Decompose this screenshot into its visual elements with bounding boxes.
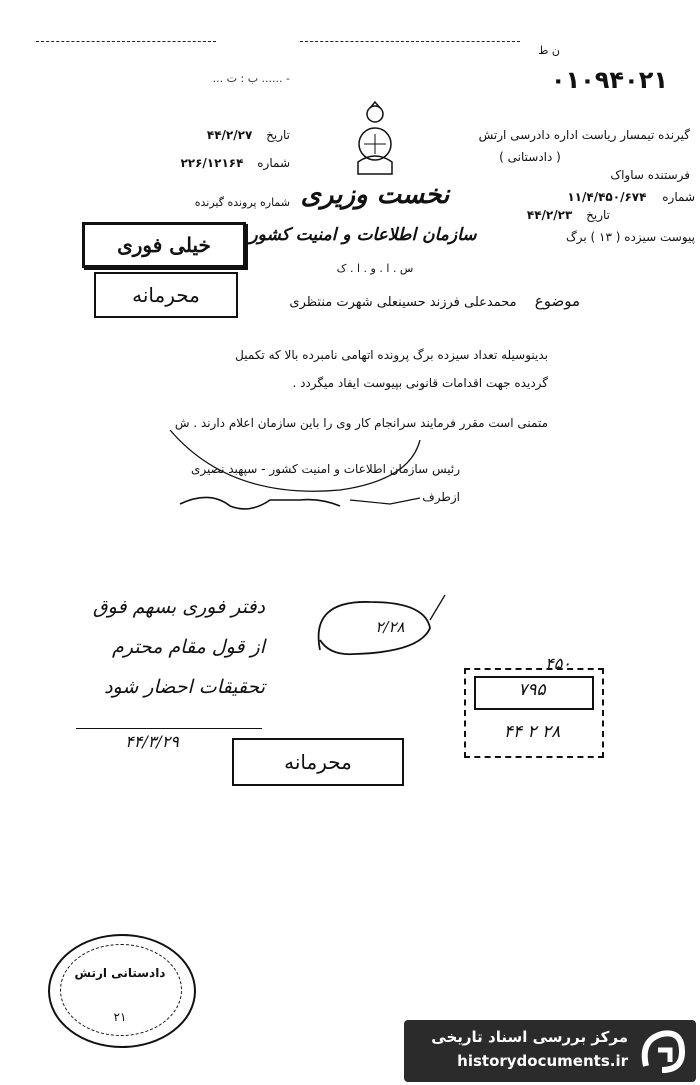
round-seal-number: ۲۱ bbox=[113, 1010, 127, 1024]
signature-scribble-icon bbox=[150, 420, 450, 530]
hand-note-line-1: دفتر فوری بسهم فوق bbox=[92, 596, 265, 618]
serial-number: ۰۱۰۹۴۰۲۱ bbox=[550, 66, 668, 94]
round-seal-text: دادستانی ارتش bbox=[74, 966, 166, 980]
urgent-stamp: خیلی فوری bbox=[82, 222, 246, 268]
number-value: ۲۲۶/۱۲۱۶۴ bbox=[180, 156, 244, 170]
top-left-fragment: - ...... ب : ت ... bbox=[212, 72, 290, 85]
body-line-1: بدینوسیله تعداد سیزده برگ پرونده اتهامی نامبرده بالا که تکمیل bbox=[235, 348, 548, 362]
right-date-value: ۴۴/۲/۲۳ bbox=[526, 208, 573, 222]
sender-subline: ( دادستانی ) bbox=[499, 150, 561, 164]
hand-note-line-2: از قول مقام محترم bbox=[111, 636, 265, 658]
watermark-logo-icon bbox=[636, 1026, 688, 1076]
confidential-stamp-bottom: محرمانه bbox=[232, 738, 404, 786]
watermark-title: مرکز بررسی اسناد تاریخی bbox=[431, 1028, 628, 1046]
hand-note-line-3: تحقیقات احضار شود bbox=[104, 676, 265, 698]
sender-line: گیرنده تیمسار ریاست اداره دادرسی ارتش bbox=[478, 128, 690, 142]
emblem-title: نخست وزیری bbox=[300, 180, 450, 210]
top-rule-right bbox=[300, 40, 520, 42]
attachment-line: پیوست سیزده ( ۱۳ ) برگ bbox=[566, 230, 695, 244]
right-date-row bbox=[470, 208, 610, 222]
subject-row bbox=[250, 292, 580, 310]
pending-label: شماره پرونده گیرنده bbox=[194, 196, 290, 209]
right-date-label: تاریخ bbox=[586, 208, 610, 222]
hand-note-rule bbox=[76, 728, 262, 729]
confidential-stamp: محرمانه bbox=[94, 272, 238, 318]
top-note: ن ط bbox=[538, 44, 560, 57]
watermark-url: historydocuments.ir bbox=[457, 1052, 628, 1070]
from-line: فرستنده ساواک bbox=[610, 168, 690, 182]
number-row bbox=[140, 156, 290, 170]
date-label: تاریخ bbox=[266, 128, 290, 142]
hand-date: ۴۴/۳/۲۹ bbox=[125, 732, 179, 751]
right-number-label: شماره bbox=[662, 190, 695, 204]
right-number-row bbox=[450, 190, 695, 204]
signatory: رئیس سازمان اطلاعات و امنیت کشور - سپهبد نصیری bbox=[191, 462, 460, 476]
right-number-value: ۱۱/۴/۴۵۰/۶۷۴ bbox=[567, 190, 647, 204]
number-label: شماره bbox=[257, 156, 290, 170]
date-row bbox=[140, 128, 290, 142]
body-line-2: گردیده جهت اقدامات قانونی بپیوست ایفاد میگردد . bbox=[292, 376, 548, 390]
date-value: ۴۴/۲/۲۷ bbox=[206, 128, 253, 142]
from-label: ازطرف bbox=[422, 490, 460, 504]
subject-text: محمدعلی فرزند حسینعلی شهرت منتظری bbox=[289, 295, 517, 310]
top-rule bbox=[36, 40, 216, 42]
stamp-box-line-1: ۴۵۰ bbox=[545, 654, 571, 673]
org-name: سازمان اطلاعات و امنیت کشور bbox=[249, 225, 477, 245]
subject-label: موضوع bbox=[534, 292, 580, 310]
stamp-box-line-3: ۴۴ ۲ ۲۸ bbox=[503, 722, 561, 742]
stamp-box-line-2: ۷۹۵ bbox=[518, 680, 546, 700]
ref-code: س . ا . و . ا . ک bbox=[336, 262, 414, 275]
oval-note: ۲/۲۸ bbox=[375, 618, 405, 636]
body-line-3: متمنی است مقرر فرمایند سرانجام کار وی را باین سازمان اعلام دارند . ش bbox=[174, 416, 548, 430]
